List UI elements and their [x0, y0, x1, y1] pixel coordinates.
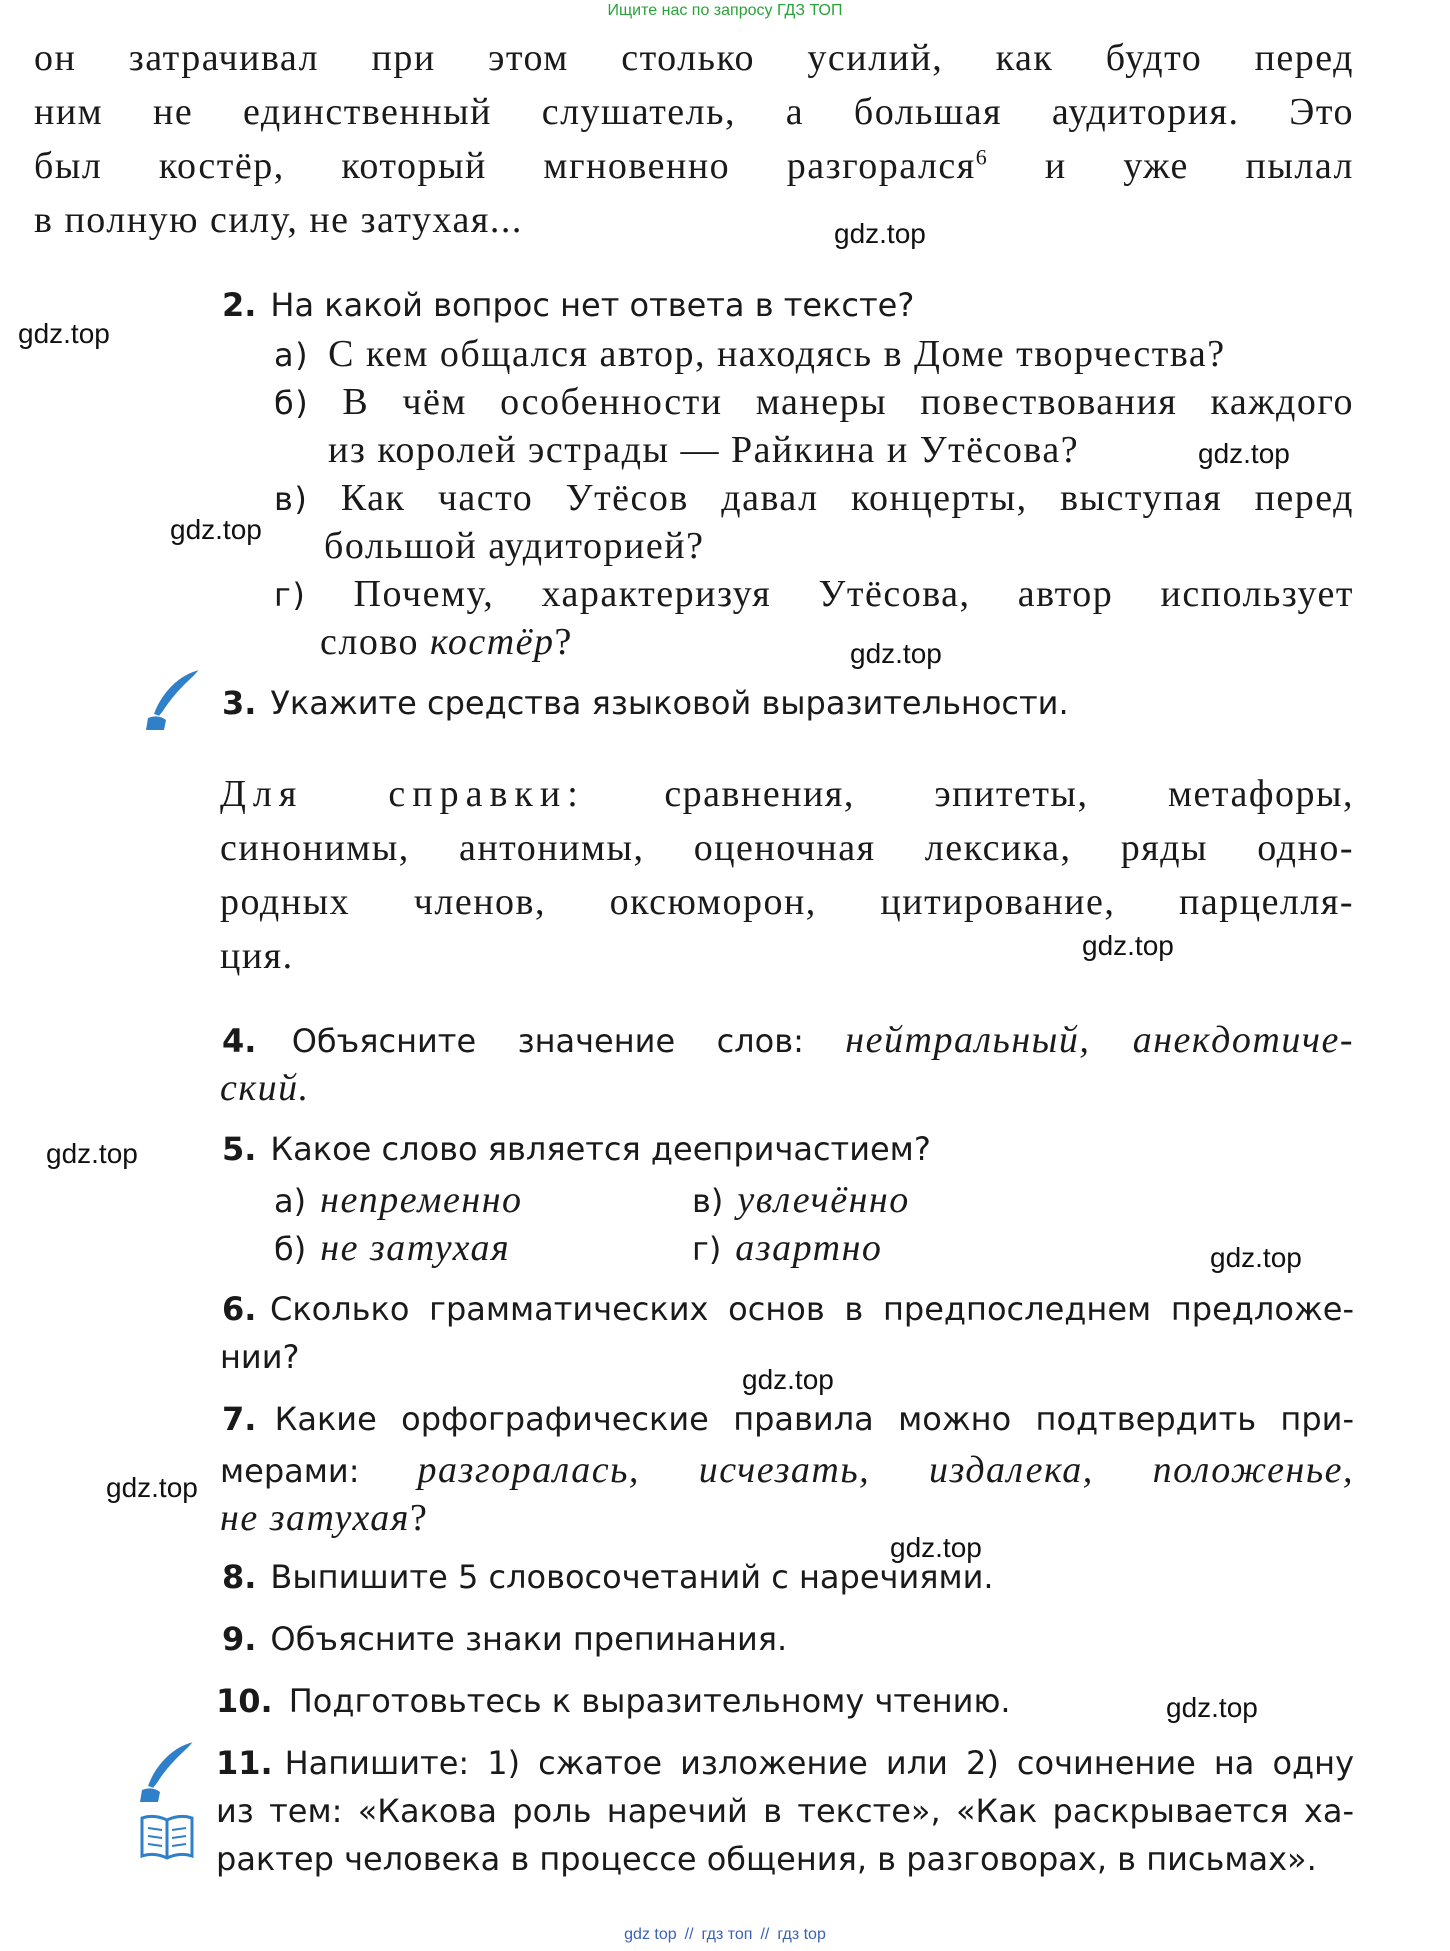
- option-label: г): [274, 576, 307, 614]
- reference-line-1: [220, 772, 1354, 816]
- question-10: [216, 1682, 1011, 1720]
- question-11: [216, 1744, 1354, 1782]
- option-2c-cont: большой аудиторией?: [324, 525, 705, 567]
- option-5c: [692, 1178, 910, 1222]
- question-8: [222, 1558, 994, 1596]
- watermark: gdz.top: [850, 638, 942, 669]
- keywords: нейтральный, анекдотиче-: [845, 1019, 1354, 1061]
- watermark: gdz.top: [1210, 1242, 1302, 1273]
- question-text: Укажите средства языковой выразительности.: [270, 684, 1069, 722]
- option-text: непременно: [320, 1179, 523, 1221]
- question-number: 2.: [222, 286, 257, 324]
- option-text: не затухая: [320, 1227, 511, 1269]
- footnote-mark: 6: [975, 144, 989, 170]
- bottom-banner-link[interactable]: гдз топ: [701, 1926, 753, 1943]
- question-number: 6.: [222, 1290, 257, 1328]
- option-label: в): [692, 1182, 724, 1220]
- question-number: 9.: [222, 1620, 257, 1658]
- question-text: Напишите: 1) сжатое изложение или 2) сочинение на одну: [284, 1744, 1355, 1782]
- question-7-cont: [220, 1496, 428, 1540]
- option-label: а): [274, 336, 310, 374]
- question-text: Какие орфографические правила можно подтвердить при-: [274, 1400, 1354, 1438]
- watermark: gdz.top: [46, 1138, 138, 1169]
- question-text: Объясните значение слов:: [291, 1022, 846, 1060]
- option-text: увлечённо: [737, 1179, 910, 1221]
- option-text: слово: [320, 621, 431, 663]
- watermark: gdz.top: [742, 1364, 834, 1395]
- intro-line-4: в полную силу, не затухая...: [34, 199, 523, 241]
- question-6-cont: нии?: [220, 1338, 300, 1376]
- option-2d-cont: [320, 620, 573, 664]
- punct: ?: [409, 1497, 429, 1539]
- watermark: gdz.top: [170, 514, 262, 545]
- watermark: gdz.top: [106, 1472, 198, 1503]
- question-text: мерами:: [220, 1452, 418, 1490]
- reference-line-4: ция.: [220, 935, 294, 977]
- option-label: б): [274, 1230, 307, 1268]
- option-5a: [274, 1178, 523, 1222]
- watermark: gdz.top: [18, 318, 110, 349]
- reference-line-3: родных членов, оксюморон, цитирование, парцелля-: [220, 881, 1354, 923]
- watermark: gdz.top: [1166, 1692, 1258, 1723]
- question-text: Какое слово является деепричастием?: [270, 1130, 931, 1168]
- option-label: в): [274, 480, 309, 518]
- option-label: а): [274, 1182, 307, 1220]
- question-4: [222, 1018, 1354, 1062]
- option-text: Почему, характеризуя Утёсова, автор использует: [353, 573, 1354, 615]
- feather-pen-icon: [134, 1740, 198, 1810]
- question-3: [222, 684, 1069, 722]
- question-number: 10.: [216, 1682, 273, 1720]
- question-number: 11.: [216, 1744, 273, 1782]
- question-4-cont: ский.: [220, 1067, 310, 1109]
- question-number: 8.: [222, 1558, 257, 1596]
- reference-text: сравнения, эпитеты, метафоры,: [664, 773, 1355, 815]
- book-icon: [138, 1812, 196, 1862]
- question-number: 4.: [222, 1022, 257, 1060]
- question-11-cont-2: рактер человека в процессе общения, в разговорах, в письмах».: [216, 1840, 1317, 1878]
- question-text: Сколько грамматических основ в предпоследнем предложе-: [269, 1290, 1355, 1328]
- examples: разгоралась, исчезать, издалека, положенье,: [417, 1449, 1354, 1491]
- intro-line-1: он затрачивал при этом столько усилий, как будто перед: [34, 37, 1354, 79]
- feather-pen-icon: [140, 668, 204, 738]
- option-text: В чём особенности манеры повествования каждого: [342, 381, 1354, 423]
- option-text: Как часто Утёсов давал концерты, выступая перед: [340, 477, 1354, 519]
- watermark: gdz.top: [834, 218, 926, 249]
- question-number: 3.: [222, 684, 257, 722]
- option-2c: [274, 476, 1354, 520]
- punct: ?: [554, 621, 573, 663]
- question-text: Подготовьтесь к выразительному чтению.: [288, 1682, 1011, 1720]
- reference-label: Для справки:: [220, 773, 585, 815]
- option-2b-cont: из королей эстрады — Райкина и Утёсова?: [328, 429, 1080, 471]
- intro-line-3-tail: и уже пылал: [988, 145, 1355, 187]
- watermark: gdz.top: [1082, 930, 1174, 961]
- watermark: gdz.top: [1198, 438, 1290, 469]
- option-5d: [692, 1226, 882, 1270]
- intro-line-2: ним не единственный слушатель, а большая аудитория. Это: [34, 91, 1354, 133]
- question-number: 7.: [222, 1400, 257, 1438]
- question-text: На какой вопрос нет ответа в тексте?: [270, 286, 915, 324]
- intro-line-3: [34, 144, 1354, 188]
- watermark: gdz.top: [890, 1532, 982, 1563]
- option-2d: [274, 572, 1354, 616]
- intro-line-3-text: был костёр, который мгновенно разгорался: [34, 145, 976, 187]
- top-banner: Ищите нас по запросу ГДЗ ТОП: [607, 2, 843, 19]
- option-2a: [274, 332, 1226, 376]
- question-text: Выпишите 5 словосочетаний с наречиями.: [270, 1558, 994, 1596]
- option-5b: [274, 1226, 510, 1270]
- keyword: костёр: [430, 621, 555, 663]
- question-7: [222, 1400, 1354, 1438]
- option-text: азартно: [735, 1227, 883, 1269]
- question-7-examples: [220, 1448, 1354, 1492]
- question-number: 5.: [222, 1130, 257, 1168]
- question-9: [222, 1620, 787, 1658]
- question-2: [222, 286, 914, 324]
- bottom-banner: gdz top // гдз топ // гдз top: [624, 1926, 826, 1943]
- option-label: г): [692, 1230, 722, 1268]
- question-11-cont-1: из тем: «Какова роль наречий в тексте», «Как раскрывается ха-: [216, 1792, 1354, 1830]
- question-text: Объясните знаки препинания.: [270, 1620, 788, 1658]
- bottom-banner-link[interactable]: гдз top: [777, 1926, 826, 1943]
- question-6: [222, 1290, 1354, 1328]
- examples: не затухая: [220, 1497, 410, 1539]
- question-5: [222, 1130, 931, 1168]
- option-2b: [274, 380, 1354, 424]
- reference-line-2: синонимы, антонимы, оценочная лексика, ряды одно-: [220, 827, 1354, 869]
- option-text: С кем общался автор, находясь в Доме творчества?: [328, 333, 1226, 375]
- bottom-banner-link[interactable]: gdz top: [624, 1926, 677, 1943]
- option-label: б): [274, 384, 310, 422]
